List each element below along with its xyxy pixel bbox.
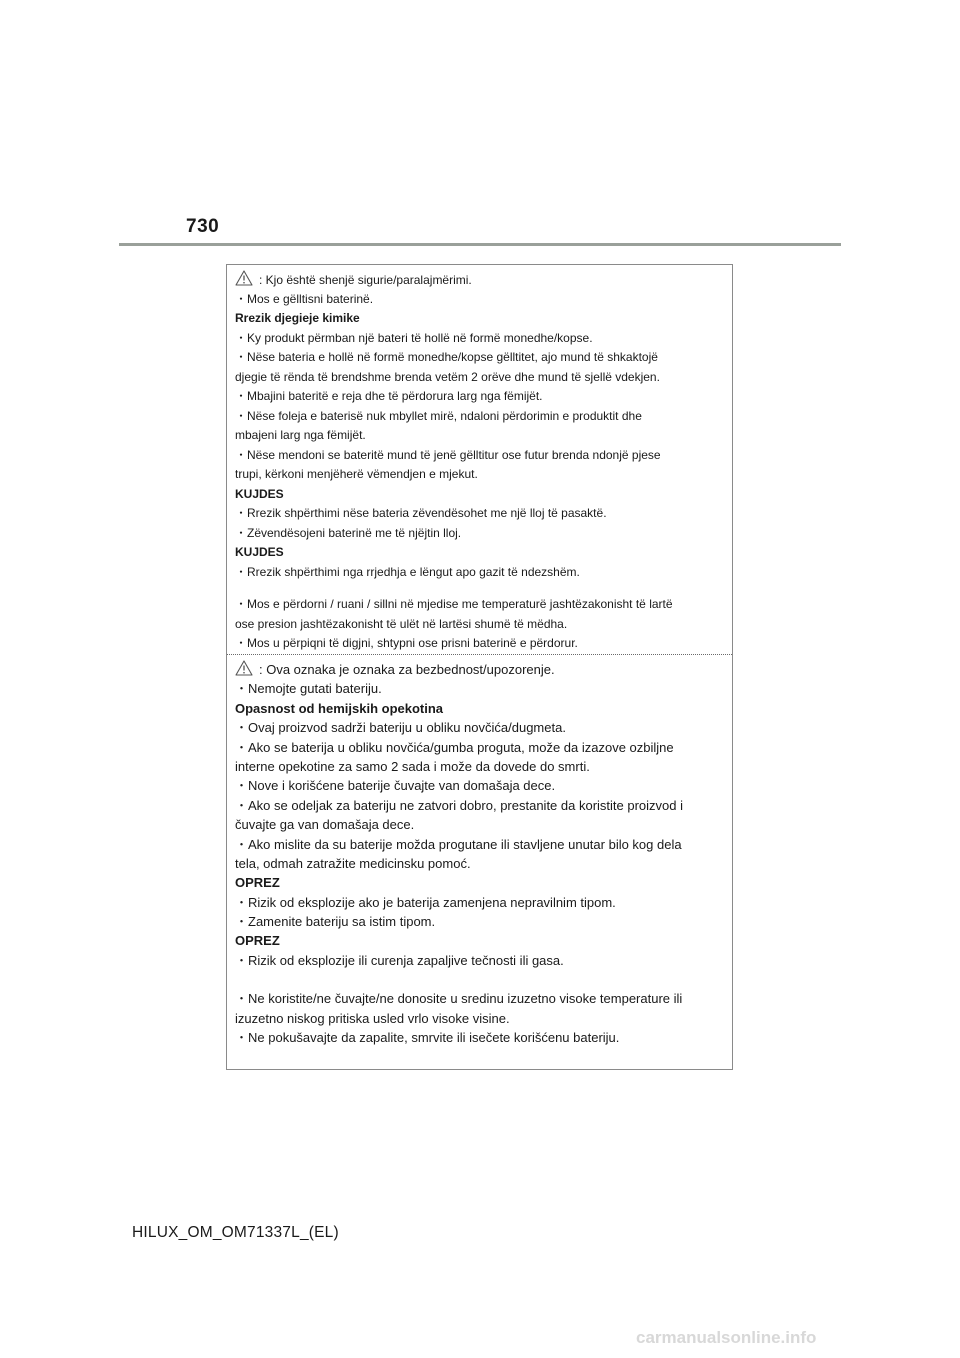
document-footer-code: HILUX_OM_OM71337L_(EL) [132,1224,339,1241]
serbian-lines [235,679,724,970]
text-line: trupi, kërkoni menjëherë vëmendjen e mjekut. [235,467,478,481]
albanian-warning-line [235,270,724,290]
text-line: ・Rizik od eksplozije ili curenja zapaljive tečnosti ili gasa. [235,952,564,968]
text-line: ・Ne pokušavajte da zapalite, smrvite ili isečete korišćenu bateriju. [235,1030,620,1046]
text-line: ・Nëse foleja e baterisë nuk mbyllet mirë, ndaloni përdorimin e produktit dhe [235,408,642,423]
albanian-lines-after-gap [235,595,724,654]
text-line: ・Rrezik shpërthimi nga rrjedhja e lëngut apo gazit të ndezshëm. [235,564,580,579]
text-line: KUJDES [235,545,284,559]
text-line: ・Ne koristite/ne čuvajte/ne donosite u sredinu izuzetno visoke temperature ili [235,991,683,1007]
watermark: carmanualsonline.info [636,1328,817,1347]
albanian-warning-label: : Kjo është shenjë sigurie/paralajmërimi. [259,273,472,287]
albanian-section [227,265,732,655]
text-line: ・Mos u përpiqni të digjni, shtypni ose prisni baterinë e përdorur. [235,636,578,650]
text-line: KUJDES [235,486,284,501]
text-line: OPREZ [235,875,280,891]
battery-warning-box [226,264,733,1070]
serbian-lines-after-gap [235,989,724,1047]
warning-triangle-icon [235,270,253,286]
text-line: izuzetno niskog pritiska usled vrlo visoke visine. [235,1010,510,1026]
albanian-gap [235,582,724,595]
albanian-lines [235,290,724,583]
text-line: ・Mbajini bateritë e reja dhe të përdorura larg nga fëmijët. [235,389,543,403]
serbian-section [227,655,732,1069]
header-divider [119,243,841,246]
text-line: ・Rizik od eksplozije ako je baterija zamenjena nepravilnim tipom. [235,894,616,910]
text-line: ・Ky produkt përmban një bateri të hollë në formë monedhe/kopse. [235,330,593,345]
text-line: ・Ako se baterija u obliku novčića/gumba proguta, može da izazove ozbiljne [235,739,674,755]
text-line: ・Ako mislite da su baterije možda progutane ili stavljene unutar bilo kog dela [235,836,682,852]
text-line: ・Zëvendësojeni baterinë me të njëjtin lloj. [235,525,462,540]
text-line: OPREZ [235,933,280,949]
text-line: ose presion jashtëzakonisht të ulët në lartësi shumë të mëdha. [235,616,568,631]
text-line: ・Nemojte gutati bateriju. [235,681,382,697]
text-line: tela, odmah zatražite medicinsku pomoć. [235,855,471,871]
serbian-gap [235,970,724,989]
text-line: djegie të rënda të brendshme brenda vetëm 2 orëve dhe mund të sjellë vdekjen. [235,369,660,384]
serbian-warning-line [235,660,724,679]
text-line: Opasnost od hemijskih opekotina [235,700,444,716]
text-line: ・Mos e përdorni / ruani / sillni në mjedise me temperaturë jashtëzakonisht të lartë [235,597,673,611]
page-number: 730 [186,216,220,237]
text-line: ・Nëse mendoni se bateritë mund të jenë gëlltitur ose futur brenda ndonjë pjese [235,447,661,462]
serbian-warning-label: : Ova oznaka je oznaka za bezbednost/upozorenje. [259,662,555,677]
text-line: čuvajte ga van domašaja dece. [235,817,415,833]
text-line: ・Ako se odeljak za bateriju ne zatvori dobro, prestanite da koristite proizvod i [235,797,684,813]
warning-triangle-icon [235,660,253,676]
text-line: ・Ovaj proizvod sadrži bateriju u obliku novčića/dugmeta. [235,720,566,736]
text-line: ・Nove i korišćene baterije čuvajte van domašaja dece. [235,778,556,794]
text-line: ・Zamenite bateriju sa istim tipom. [235,914,436,930]
text-line: Rrezik djegieje kimike [235,311,360,325]
text-line: ・Nëse bateria e hollë në formë monedhe/kopse gëlltitet, ajo mund të shkaktojë [235,350,658,364]
text-line: ・Mos e gëlltisni baterinë. [235,291,374,306]
text-line: interne opekotine za samo 2 sada i može da dovede do smrti. [235,758,590,774]
text-line: mbajeni larg nga fëmijët. [235,428,366,442]
text-line: ・Rrezik shpërthimi nëse bateria zëvendësohet me një lloj të pasaktë. [235,506,607,520]
